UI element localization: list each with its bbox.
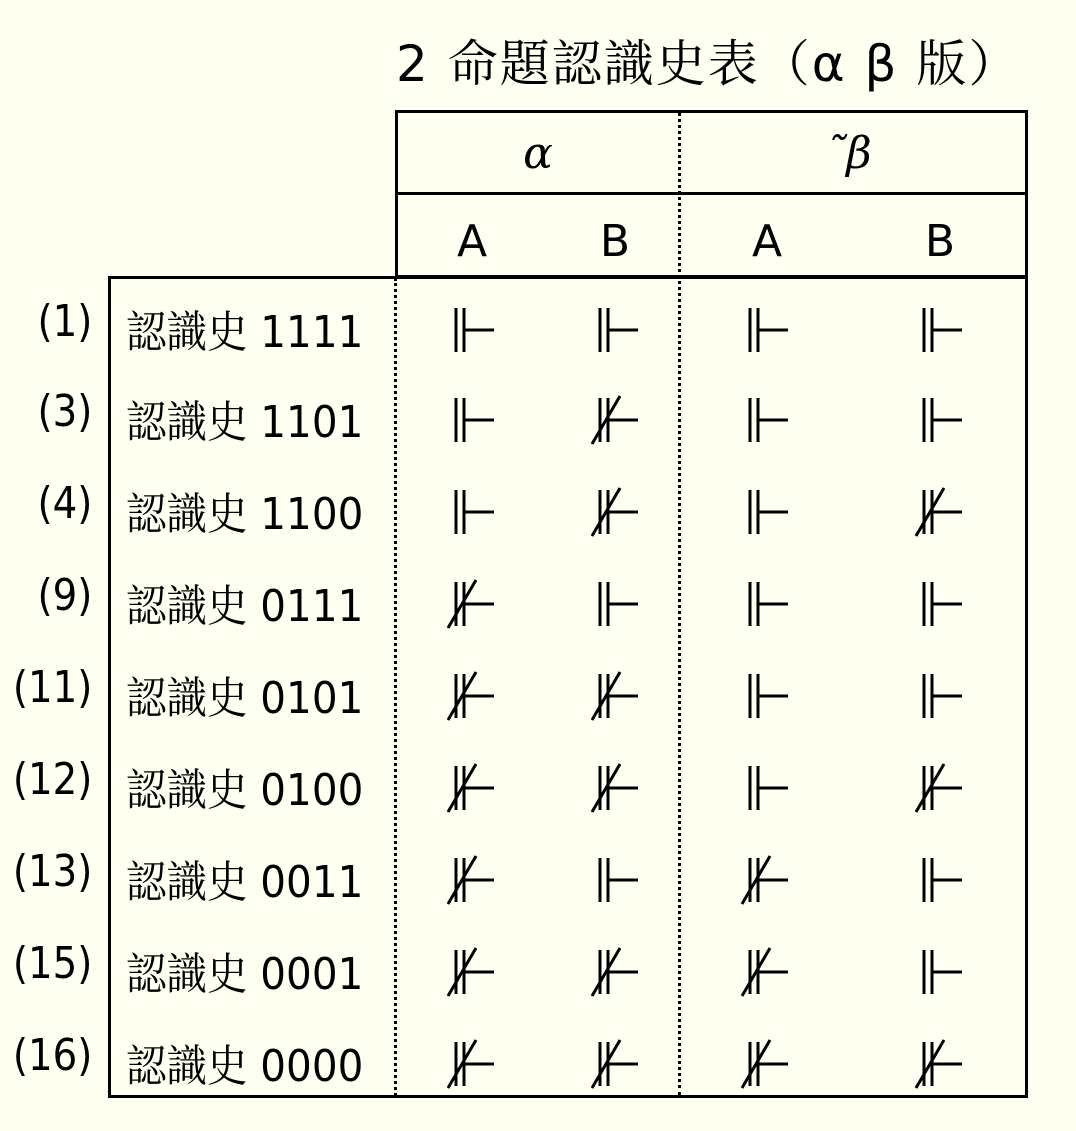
turnstile-icon (910, 576, 970, 632)
negated-turnstile-icon (586, 760, 646, 816)
table-row (0, 296, 1076, 388)
table-row (0, 478, 1076, 570)
negated-turnstile-icon (442, 668, 502, 724)
row-number: (12) (12, 754, 92, 805)
turnstile-icon (442, 392, 502, 448)
table-row (0, 1030, 1076, 1122)
negated-turnstile-icon (586, 392, 646, 448)
row-label: 認識史 0101 (126, 673, 364, 724)
turnstile-icon (910, 668, 970, 724)
negated-turnstile-icon (910, 760, 970, 816)
turnstile-icon (736, 392, 796, 448)
column-header: A (751, 216, 783, 267)
row-number: (11) (12, 662, 92, 713)
turnstile-icon (736, 576, 796, 632)
row-label: 認識史 0000 (126, 1041, 364, 1092)
negated-turnstile-icon (736, 1036, 796, 1092)
column-header: B (599, 216, 631, 267)
negated-turnstile-icon (442, 944, 502, 1000)
table-row (0, 570, 1076, 662)
group-header-beta: ˜β (824, 128, 872, 179)
turnstile-icon (442, 302, 502, 358)
turnstile-icon (586, 852, 646, 908)
row-label: 認識史 0100 (126, 765, 364, 816)
row-label: 認識史 0011 (126, 857, 364, 908)
negated-turnstile-icon (442, 760, 502, 816)
turnstile-icon (910, 852, 970, 908)
negated-turnstile-icon (442, 576, 502, 632)
turnstile-icon (442, 484, 502, 540)
negated-turnstile-icon (442, 852, 502, 908)
turnstile-icon (736, 668, 796, 724)
row-label: 認識史 1101 (126, 397, 364, 448)
negated-turnstile-icon (910, 1036, 970, 1092)
row-label: 認識史 0111 (126, 581, 364, 632)
row-number: (16) (12, 1030, 92, 1081)
negated-turnstile-icon (586, 668, 646, 724)
column-header: A (456, 216, 488, 267)
table-title: 2 命題認識史表（α β 版） (396, 35, 1021, 93)
row-number: (13) (12, 846, 92, 897)
row-label: 認識史 1111 (126, 307, 364, 358)
turnstile-icon (586, 302, 646, 358)
table-row (0, 386, 1076, 478)
row-label: 認識史 1100 (126, 489, 364, 540)
header-divider (395, 192, 1028, 195)
row-number: (1) (37, 296, 92, 347)
row-number: (4) (37, 478, 92, 529)
turnstile-icon (586, 576, 646, 632)
table-row (0, 754, 1076, 846)
negated-turnstile-icon (736, 852, 796, 908)
negated-turnstile-icon (736, 944, 796, 1000)
negated-turnstile-icon (586, 944, 646, 1000)
turnstile-icon (736, 760, 796, 816)
negated-turnstile-icon (910, 484, 970, 540)
negated-turnstile-icon (586, 1036, 646, 1092)
negated-turnstile-icon (586, 484, 646, 540)
column-header: B (924, 216, 956, 267)
negated-turnstile-icon (442, 1036, 502, 1092)
row-number: (9) (37, 570, 92, 621)
turnstile-icon (910, 392, 970, 448)
turnstile-icon (910, 302, 970, 358)
row-label: 認識史 0001 (126, 949, 364, 1000)
group-header-alpha: α (523, 128, 553, 179)
row-number: (15) (12, 938, 92, 989)
turnstile-icon (736, 484, 796, 540)
table-row (0, 662, 1076, 754)
table-row (0, 846, 1076, 938)
turnstile-icon (910, 944, 970, 1000)
table-row (0, 938, 1076, 1030)
row-number: (3) (37, 386, 92, 437)
turnstile-icon (736, 302, 796, 358)
